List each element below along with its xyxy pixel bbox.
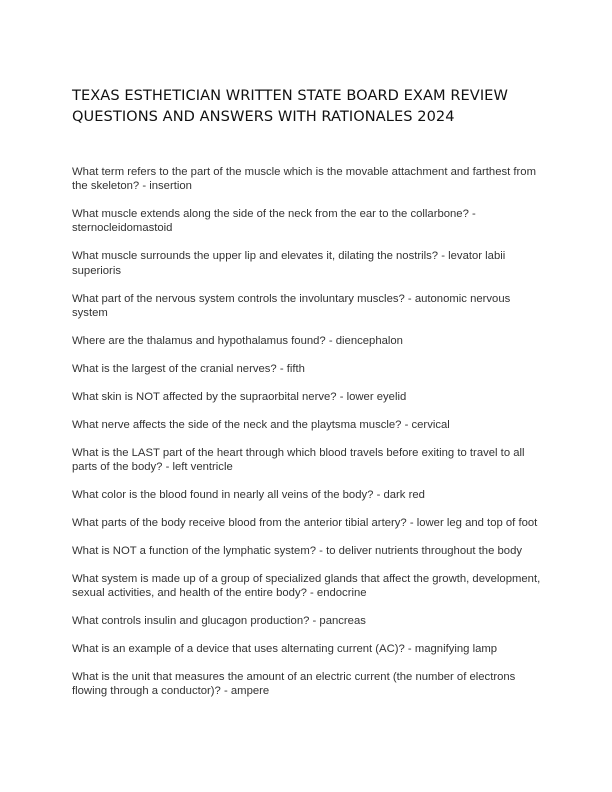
qa-item: What is an example of a device that uses alternating current (AC)? - magnifying lamp [72, 643, 498, 656]
qa-item: What is the LAST part of the heart through which blood travels before exiting to travel to all parts of the body? - left ventricle [72, 446, 525, 474]
qa-item: What is NOT a function of the lymphatic system? - to deliver nutrients throughout the body [72, 545, 523, 558]
qa-item: What skin is NOT affected by the supraorbital nerve? - lower eyelid [72, 390, 407, 403]
qa-item: What color is the blood found in nearly all veins of the body? - dark red [72, 489, 425, 502]
qa-list [72, 165, 544, 712]
qa-item: What system is made up of a group of specialized glands that affect the growth, development, sexual activities, and health of the entire body? - endocrine [72, 573, 541, 600]
qa-item: What term refers to the part of the muscle which is the movable attachment and farthest from the skeleton? - insertion [72, 166, 537, 193]
qa-item: What controls insulin and glucagon production? - pancreas [72, 615, 366, 628]
qa-item: What parts of the body receive blood from the anterior tibial artery? - lower leg and top of foot [72, 517, 538, 530]
document-title: TEXAS ESTHETICIAN WRITTEN STATE BOARD EXAM REVIEW QUESTIONS AND ANSWERS WITH RATIONALES 2024 [72, 87, 508, 125]
qa-item: What is the largest of the cranial nerves? - fifth [72, 362, 305, 375]
qa-item: What nerve affects the side of the neck and the playtsma muscle? - cervical [72, 418, 450, 431]
qa-item: What muscle extends along the side of the neck from the ear to the collarbone? - sternocleidomastoid [72, 208, 476, 235]
qa-item: What is the unit that measures the amount of an electric current (the number of electrons flowing through a conductor)? - ampere [72, 671, 516, 698]
qa-item: What muscle surrounds the upper lip and elevates it, dilating the nostrils? - levator labii superioris [72, 250, 506, 277]
qa-item: What part of the nervous system controls the involuntary muscles? - autonomic nervous system [72, 292, 511, 319]
qa-item: Where are the thalamus and hypothalamus found? - diencephalon [72, 334, 403, 347]
